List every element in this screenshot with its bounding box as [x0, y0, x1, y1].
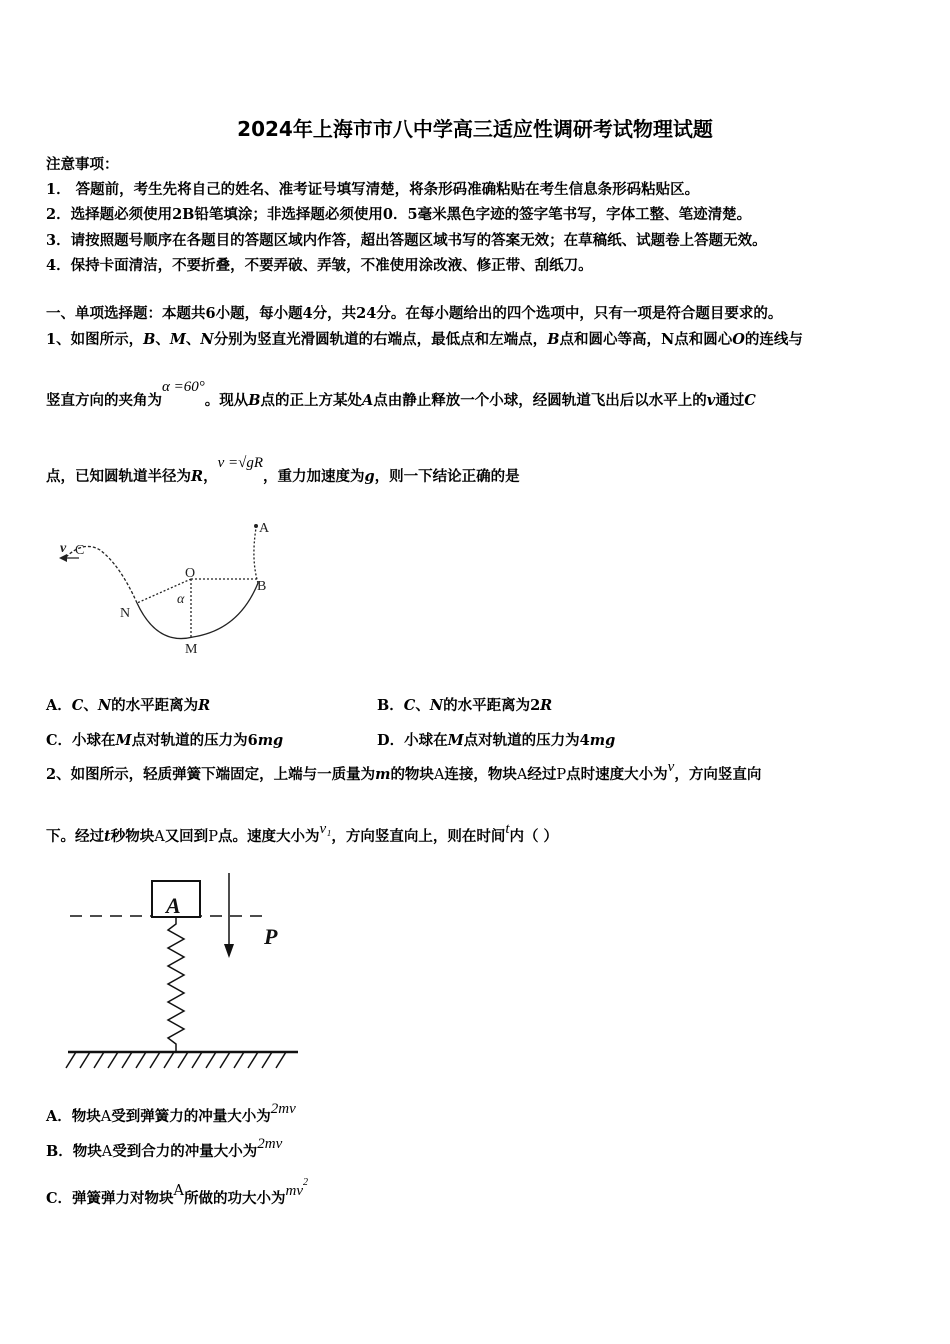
velocity-formula: v =√gR [217, 455, 263, 471]
ground-hatching [66, 1052, 286, 1068]
q2-option-b[interactable]: B．物块A受到合力的冲量大小为2mv [46, 1136, 283, 1160]
label-n: N [120, 606, 131, 621]
q1-track-figure [45, 510, 285, 660]
label-m: M [185, 642, 198, 657]
down-arrowhead [224, 944, 234, 958]
spring [168, 917, 184, 1051]
q1-option-b[interactable]: B．C、N的水平距离为2R [377, 697, 553, 714]
notice-item: 4．保持卡面清洁，不要折叠，不要弄破、弄皱，不准使用涂改液、修正带、刮纸刀。 [46, 257, 593, 274]
label-c: C [75, 543, 85, 558]
section-heading: 一、单项选择题：本题共6小题，每小题4分，共24分。在每小题给出的四个选项中，只有一项是符合题目要求的。 [46, 305, 783, 322]
q1-line-2: 竖直方向的夹角为α =60°。现从B点的正上方某处A点由静止释放一个小球，经圆轨道飞出后以水平上的v通过C [46, 379, 756, 409]
label-alpha: α [177, 592, 185, 607]
label-b: B [257, 579, 267, 594]
q2-line-2: 下。经过t秒物块A又回到P点。速度大小为v₁，方向竖直向上，则在时间t内（ ） [46, 821, 559, 845]
label-a: A [259, 521, 270, 536]
notice-item: 3．请按照题号顺序在各题目的答题区域内作答，超出答题区域书写的答案无效；在草稿纸、试题卷上答题无效。 [46, 232, 767, 249]
q1-line-1: 1、如图所示，B、M、N分别为竖直光滑圆轨道的右端点，最低点和左端点，B点和圆心等高，N点和圆心O的连线与 [46, 331, 803, 348]
label-o: O [185, 566, 196, 581]
notice-heading: 注意事项： [46, 156, 119, 173]
q2-spring-figure [58, 868, 308, 1078]
notice-item: 1． 答题前，考生先将自己的姓名、准考证号填写清楚，将条形码准确粘贴在考生信息条形码粘贴区。 [46, 181, 700, 198]
q1-option-d[interactable]: D．小球在M点对轨道的压力为4mg [377, 732, 616, 749]
notice-item: 2．选择题必须使用2B铅笔填涂；非选择题必须使用0．5毫米黑色字迹的签字笔书写，字体工整、笔迹清楚。 [46, 206, 752, 223]
drop-path [254, 528, 258, 583]
label-p: P [264, 924, 278, 949]
point-a-dot [254, 524, 258, 528]
alpha-formula: α =60° [162, 379, 205, 395]
block-label-a: A [166, 893, 181, 918]
q1-option-c[interactable]: C．小球在M点对轨道的压力为6mg [46, 732, 284, 749]
page-title: 2024年上海市市八中学高三适应性调研考试物理试题 [237, 117, 713, 141]
q2-line-1: 2、如图所示，轻质弹簧下端固定，上端与一质量为m的物块A连接，物块A经过P点时速度大小为v，方向竖直向 [46, 759, 762, 783]
q2-option-a[interactable]: A．物块A受到弹簧力的冲量大小为2mv [46, 1101, 296, 1125]
track-arc [137, 583, 258, 639]
q2-option-c[interactable]: C．弹簧弹力对物块A所做的功大小为$mv^2$ [46, 1177, 309, 1207]
q1-line-3: 点，已知圆轨道半径为R，v =√gR，重力加速度为g，则一下结论正确的是 [46, 455, 520, 485]
label-v: v [60, 541, 67, 556]
q1-option-a[interactable]: A．C、N的水平距离为R [46, 697, 211, 714]
